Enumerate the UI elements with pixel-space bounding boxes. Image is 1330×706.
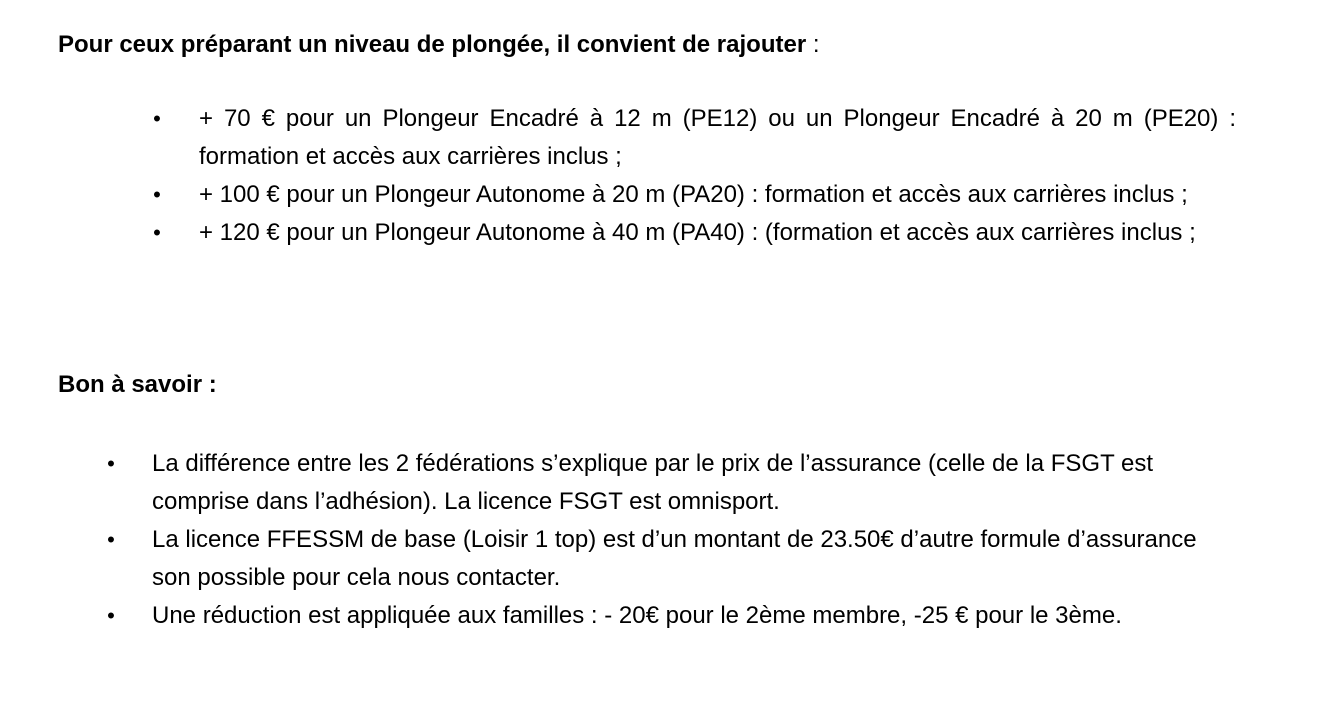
bullet-icon: • [107, 451, 115, 476]
bullet-icon: • [107, 603, 115, 628]
list-item [106, 521, 1236, 597]
list-item-text: + 120 € pour un Plongeur Autonome à 40 m (PA40) : (formation et accès aux carrières inclus ; [199, 219, 1196, 246]
list-item [152, 214, 1236, 252]
list-item-text: La différence entre les 2 fédérations s’explique par le prix de l’assurance (celle de la FSGT est comprise dans l’adhésion). La licence FSGT est omnisport. [152, 450, 1153, 515]
section-heading-dive-levels [58, 26, 820, 64]
list-item [106, 445, 1236, 521]
bullet-icon: • [153, 220, 161, 245]
bullet-icon: • [153, 106, 161, 131]
section-heading-dive-levels-suffix: : [806, 31, 820, 58]
list-item [152, 176, 1236, 214]
section-heading-good-to-know-bold: Bon à savoir : [58, 371, 217, 398]
dive-level-price-list [152, 100, 1236, 252]
list-item-text: La licence FFESSM de base (Loisir 1 top) est d’un montant de 23.50€ d’autre formule d’assurance son possible pour cela nous contacter. [152, 526, 1197, 591]
list-item-text: Une réduction est appliquée aux familles : - 20€ pour le 2ème membre, -25 € pour le 3ème. [152, 602, 1122, 629]
section-heading-dive-levels-bold: Pour ceux préparant un niveau de plongée, il convient de rajouter [58, 31, 807, 58]
good-to-know-list [106, 445, 1236, 635]
list-item [152, 100, 1236, 176]
bullet-icon: • [107, 527, 115, 552]
list-item-text: + 100 € pour un Plongeur Autonome à 20 m (PA20) : formation et accès aux carrières inclus ; [199, 181, 1188, 208]
bullet-icon: • [153, 182, 161, 207]
list-item [106, 597, 1236, 635]
section-heading-good-to-know [58, 366, 217, 404]
list-item-text: + 70 € pour un Plongeur Encadré à 12 m (PE12) ou un Plongeur Encadré à 20 m (PE20) : formation et accès aux carrières inclus ; [199, 105, 1236, 170]
